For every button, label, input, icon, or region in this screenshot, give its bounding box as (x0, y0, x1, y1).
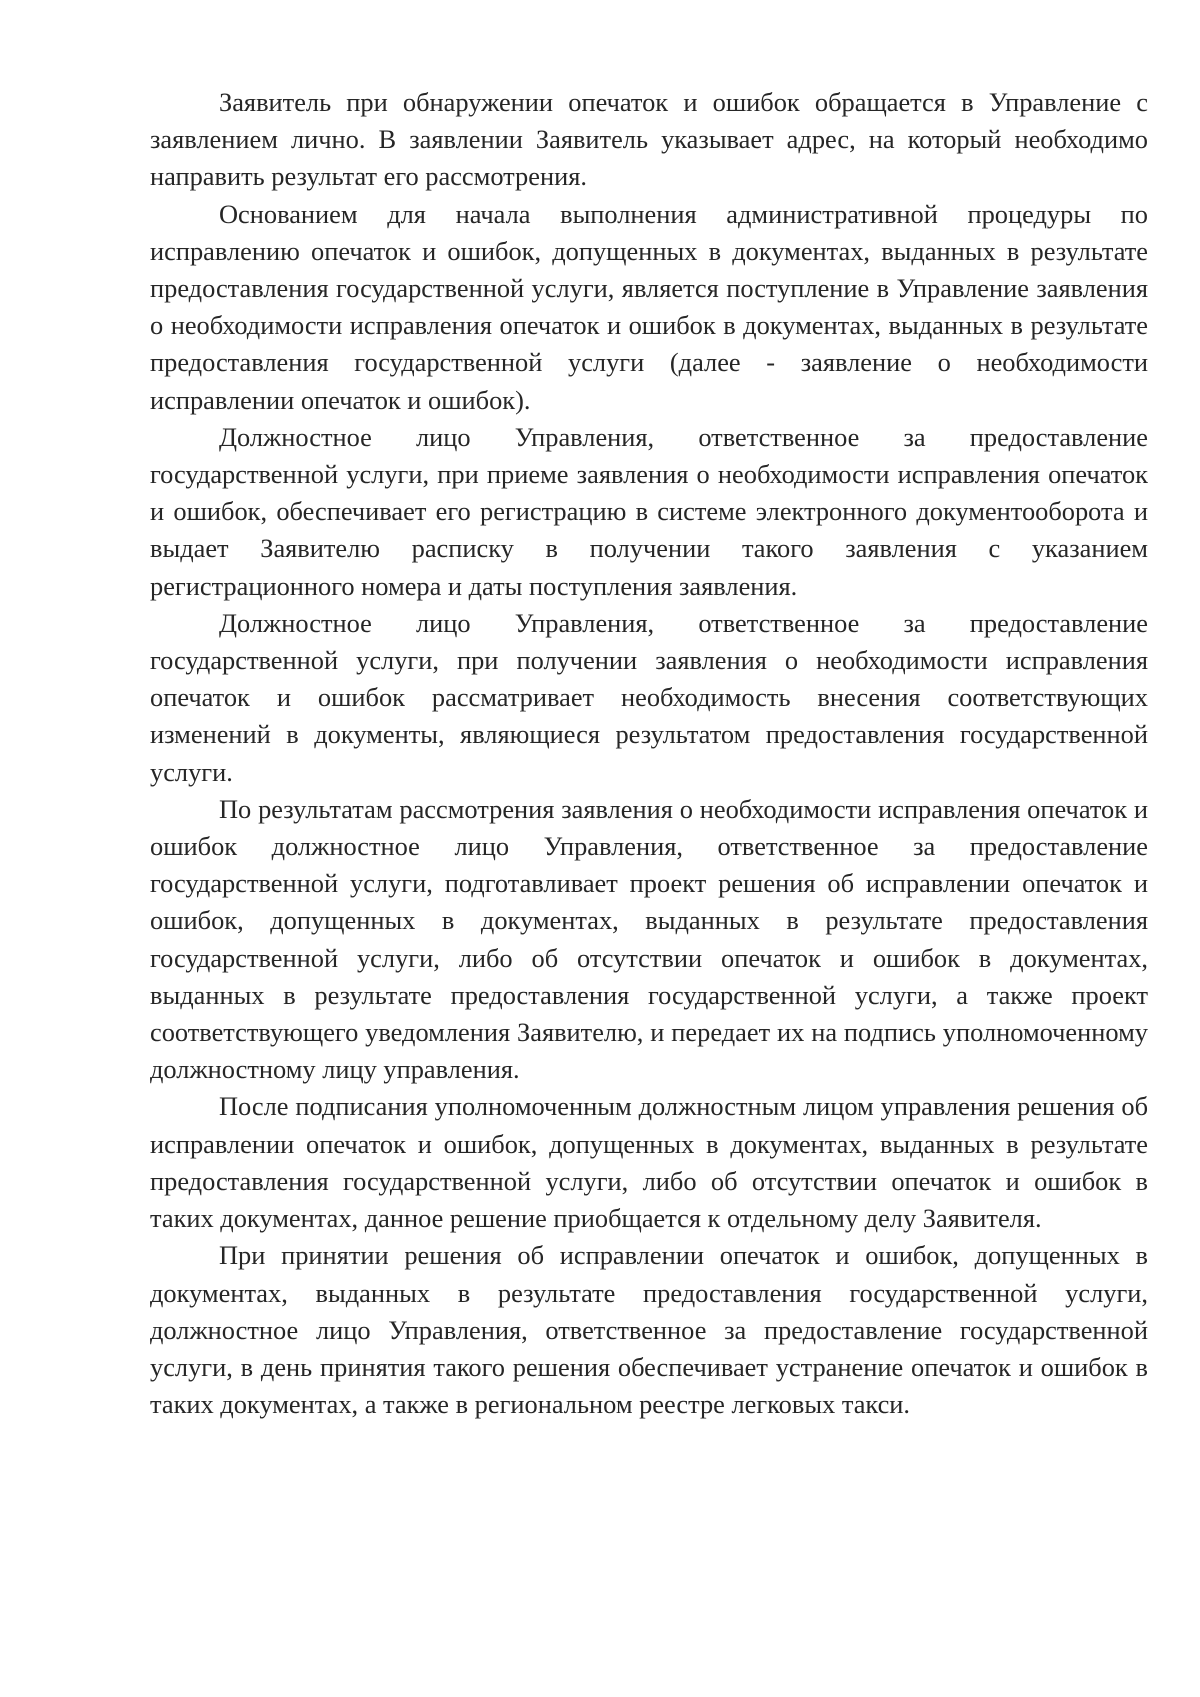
paragraph-1: Заявитель при обнаружении опечаток и ошибок обращается в Управление с заявлением лично. В заявлении Заявитель указывает адрес, на который необходимо направить результат его рассмотрения. (150, 87, 1148, 192)
paragraph-5: По результатам рассмотрения заявления о необходимости исправления опечаток и ошибок должностное лицо Управления, ответственное за предоставление государственной услуги, подготавливает проект решения об исправлении опечаток и ошибок, допущенных в документах, выданных в результате предоставления государственной услуги, либо об отсутствии опечаток и ошибок в документах, выданных в результате предоставления государственной услуги, а также проект соответствующего уведомления Заявителю, и передает их на подпись уполномоченному должностному лицу управления. (150, 793, 1148, 1085)
document-body (150, 84, 1148, 1423)
paragraph-4: Должностное лицо Управления, ответственное за предоставление государственной услуги, при получении заявления о необходимости исправления опечаток и ошибок рассматривает необходимость внесения соответствующих изменений в документы, являющиеся результатом предоставления государственной услуги. (150, 607, 1148, 787)
paragraph-6: После подписания уполномоченным должностным лицом управления решения об исправлении опечаток и ошибок, допущенных в документах, выданных в результате предоставления государственной услуги, либо об отсутствии опечаток и ошибок в таких документах, данное решение приобщается к отдельному делу Заявителя. (150, 1091, 1148, 1234)
paragraph-3: Должностное лицо Управления, ответственное за предоставление государственной услуги, при приеме заявления о необходимости исправления опечаток и ошибок, обеспечивает его регистрацию в системе электронного документооборота и выдает Заявителю расписку в получении такого заявления с указанием регистрационного номера и даты поступления заявления. (150, 421, 1148, 601)
paragraph-2: Основанием для начала выполнения административной процедуры по исправлению опечаток и ошибок, допущенных в документах, выданных в результате предоставления государственной услуги, является поступление в Управление заявления о необходимости исправления опечаток и ошибок в документах, выданных в результате предоставления государственной услуги (далее - заявление о необходимости исправлении опечаток и ошибок). (150, 198, 1148, 415)
paragraph-7: При принятии решения об исправлении опечаток и ошибок, допущенных в документах, выданных в результате предоставления государственной услуги, должностное лицо Управления, ответственное за предоставление государственной услуги, в день принятия такого решения обеспечивает устранение опечаток и ошибок в таких документах, а также в региональном реестре легковых такси. (150, 1240, 1148, 1420)
